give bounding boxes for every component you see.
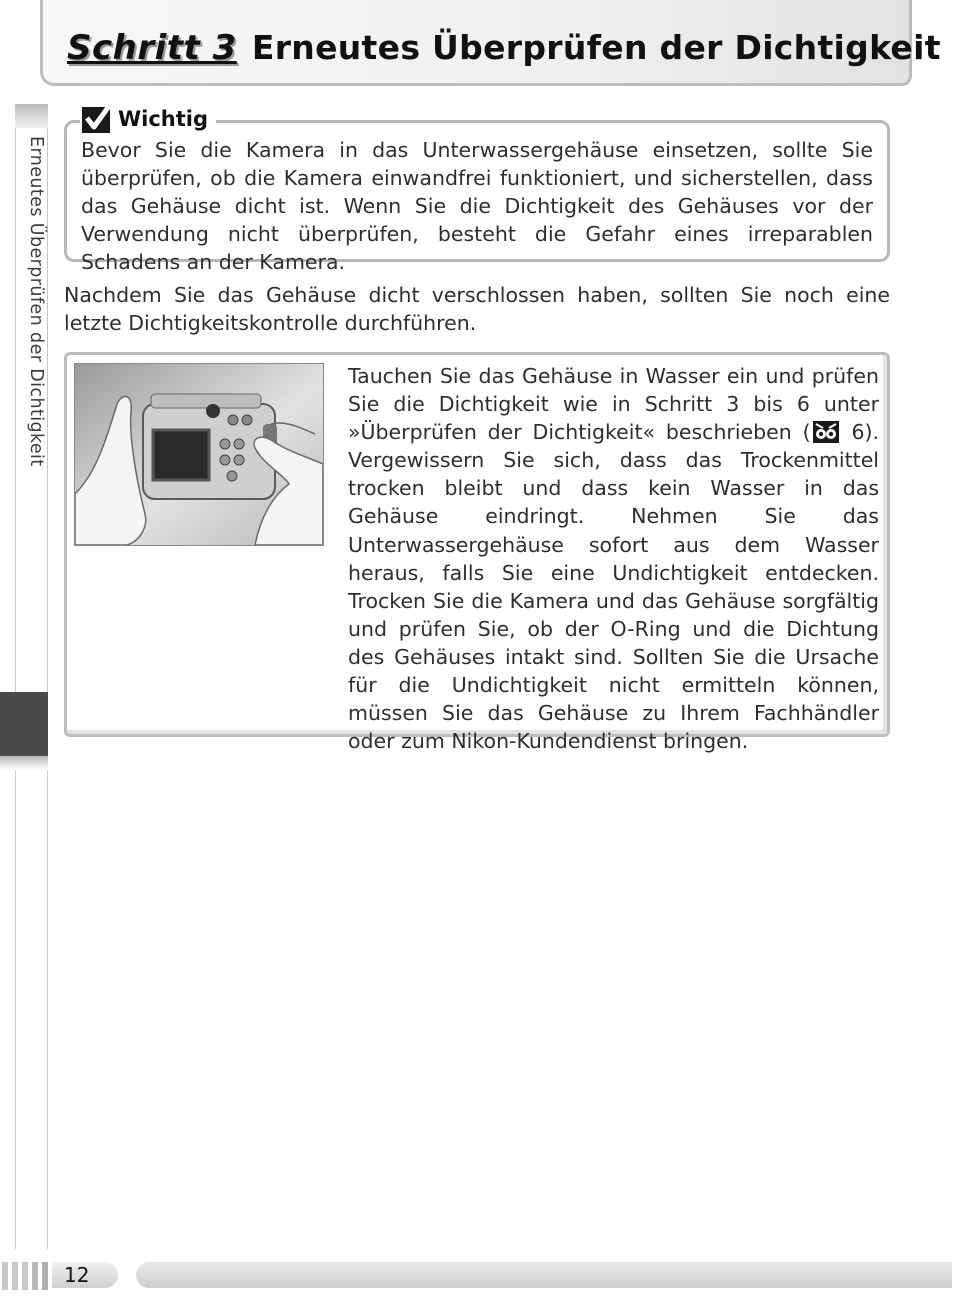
side-tab-marker-shadow [0,756,48,770]
footer-stripe [42,1262,48,1290]
important-label: Wichtig [118,107,209,131]
footer-stripe [2,1262,8,1290]
housing-photo [74,363,324,546]
step-label: Schritt 3 [67,28,237,68]
page-title: Erneutes Überprüfen der Dichtigkeit [251,28,941,67]
footer-stripe [22,1262,28,1290]
page-reference-icon [813,421,839,443]
side-tab-label: Erneutes Überprüfen der Dichtigkeit [26,136,46,467]
instruction-text [348,362,879,755]
important-note-text: Bevor Sie die Kamera in das Unterwassergehäuse einsetzen, sollte Sie überprüfen, ob die Kamera einwandfrei funktioniert, und sicherstellen, dass das Gehäuse dicht ist. Wenn Sie die Dichtigkeit des Gehäuses vor der Verwendung nicht überprüfen, besteht die Gefahr eines irreparablen Schadens an der Kamera. [81,138,873,274]
footer-stripes [0,1262,60,1290]
side-tab-marker [0,692,48,756]
check-icon [82,105,112,133]
important-note-heading [80,103,216,135]
page-number: 12 [64,1263,90,1287]
instruction-text-part-1: Tauchen Sie das Gehäuse in Wasser ein und prüfen Sie die Dichtigkeit wie in Schritt 3 bis 6 unter »Überprüfen der Dichtigkeit« beschrieben ( [348,364,879,445]
hands-holding-housing-illustration [75,364,323,545]
side-tab-cap [15,104,48,128]
footer-stripe [12,1262,18,1290]
instruction-text-part-2: ). Vergewissern Sie sich, dass das Trockenmittel trocken bleibt und dass kein Wasser in das Gehäuse eindringt. Nehmen Sie das Unterwassergehäuse sofort aus dem Wasser heraus, falls Sie eine Undichtigkeit entdecken. Trocken Sie die Kamera und das Gehäuse sorgfältig und prüfen Sie, ob der O-Ring und die Dichtung des Gehäuses intakt sind. Sollten Sie die Ursache für die Undichtigkeit nicht ermitteln können, müssen Sie das Gehäuse zu Ihrem Fachhändler oder zum Nikon-Kundendienst bringen. [348,420,879,754]
intro-paragraph: Nachdem Sie das Gehäuse dicht verschlossen haben, sollten Sie noch eine letzte Dichtigkeitskontrolle durchführen. [64,283,890,335]
instruction-ref-page: 6 [851,420,865,445]
page-header [40,0,941,86]
footer-stripe [32,1262,38,1290]
footer-bar [136,1262,952,1288]
header-title-row [67,28,941,68]
